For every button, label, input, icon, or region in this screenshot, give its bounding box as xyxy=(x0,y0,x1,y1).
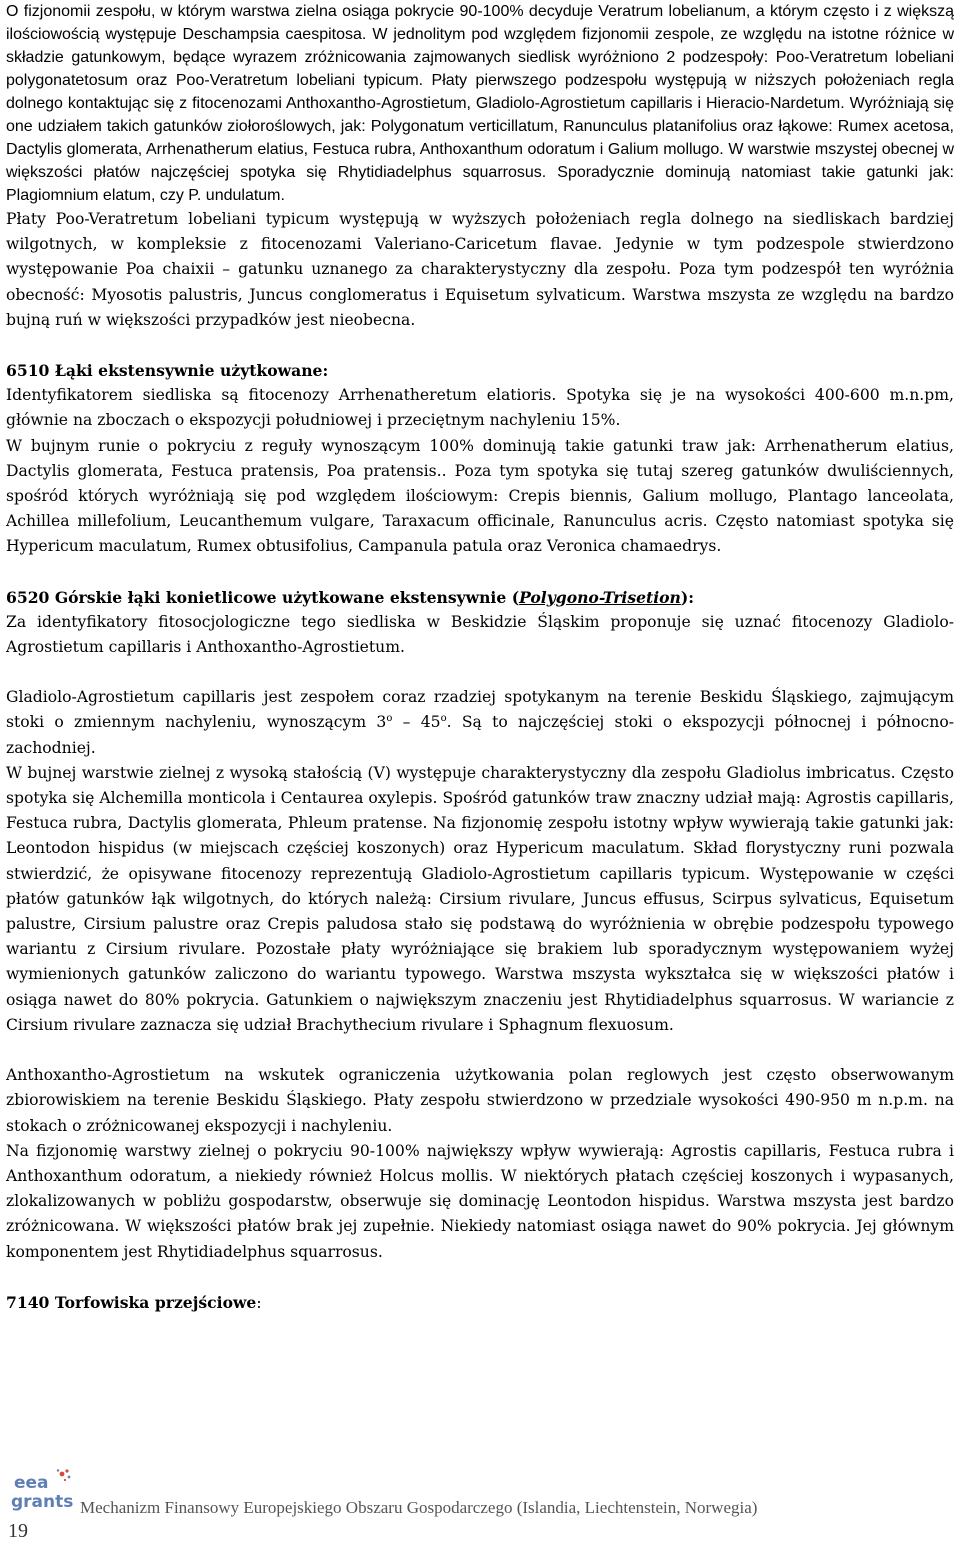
page-footer xyxy=(8,1468,948,1546)
degree-superscript: o xyxy=(440,713,447,725)
logo-text-grants: grants xyxy=(11,1492,74,1512)
paragraph-gladiolo-text-c: . Są to najczęściej stoki o ekspozycji północnej i północno-zachodniej. xyxy=(6,713,954,757)
paragraph-gap xyxy=(6,1038,954,1063)
paragraph-6510-identification: Identyfikatorem siedliska są fitocenozy Arrhenatheretum elatioris. Spotyka się je na wysokości 400-600 m.n.pm, głównie na zboczach o ekspozycji południowej i przeciętnym nachyleniu 15%. xyxy=(6,386,954,430)
heading-6520 xyxy=(6,585,954,610)
paragraph-poo-veratretum-intro: O fizjonomii zespołu, w którym warstwa zielna osiąga pokrycie 90-100% decyduje Veratrum lobelianum, a którym często i z większą ilościowością występuje Deschampsia caespitosa. W jednolitym pod względem fizjonomii zespole, ze względu na istotne różnice w składzie gatunkowym, będące wyrazem zróżnicowania zajmowanych siedlisk wyróżniono 2 podzespoły: Poo-Veratretum lobeliani polygonatetosum oraz Poo-Veratretum lobeliani typicum. Płaty pierwszego podzespołu występują w niższych położeniach regla dolnego kontaktując się z fitocenozami Anthoxantho-Agrostietum, Gladiolo-Agrostietum capillaris i Hieracio-Nardetum. Wyróżniają się one udziałem takich gatunków ziołoroślowych, jak: Polygonatum verticillatum, Ranunculus platanifolius oraz łąkowe: Rumex acetosa, Dactylis glomerata, Arrhenatherum elatius, Festuca rubra, Anthoxanthum odoratum i Galium mollugo. W warstwie mszystej obecnej w większości płatów najczęściej spotyka się Rhytidiadelphus squarrosus. Sporadycznie dominują natomiast takie gatunki jak: Plagiomnium elatum, czy P. undulatum. xyxy=(6,3,954,204)
paragraph-6510-species: W bujnym runie o pokryciu z reguły wynoszącym 100% dominują takie gatunki traw jak: Arrhenatherum elatius, Dactylis glomerata, Festuca pratensis, Poa pratensis.. Poza tym spotyka się tutaj szereg gatunków dwuliściennych, spośród których wyróżniają się pod względem ilościowym: Crepis biennis, Galium mollugo, Plantago lanceolata, Achillea millefolium, Leucanthemum vulgare, Taraxacum officinale, Ranunculus acris. Często natomiast spotyka się Hypericum maculatum, Rumex obtusifolius, Campanula patula oraz Veronica chamaedrys. xyxy=(6,436,954,556)
heading-6520-text: 6520 Górskie łąki konietlicowe użytkowane ekstensywnie ( xyxy=(6,587,520,607)
page-number: 19 xyxy=(8,1520,28,1542)
document-page xyxy=(6,0,954,1316)
paragraph-gap xyxy=(6,660,954,685)
footer-funding-text: Mechanizm Finansowy Europejskiego Obszaru Gospodarczego (Islandia, Liechtenstein, Norwegia) xyxy=(80,1498,758,1517)
heading-7140-colon: : xyxy=(256,1293,262,1312)
paragraph-poo-veratretum-typicum: Płaty Poo-Veratretum lobeliani typicum występują w wyższych położeniach regla dolnego na siedliskach bardziej wilgotnych, w kompleksie z fitocenozami Valeriano-Caricetum flavae. Jedynie w tym podzespole stwierdzono występowanie Poa chaixii – gatunku uznanego za charakterystyczny dla zespołu. Poza tym podzespół ten wyróżnia obecność: Myosotis palustris, Juncus conglomeratus i Equisetum sylvaticum. Warstwa mszysta ze względu na bardzo bujną ruń w większości przypadków jest nieobecna. xyxy=(6,210,954,329)
paragraph-6520-identifiers: Za identyfikatory fitosocjologiczne tego siedliska w Beskidzie Śląskim proponuje się uznać fitocenozy Gladiolo-Agrostietum capillaris i Anthoxantho-Agrostietum. xyxy=(6,612,954,657)
heading-6520-italic: Polygono-Trisetion xyxy=(519,587,681,607)
eea-grants-logo xyxy=(8,1468,78,1514)
paragraph-gap xyxy=(6,1265,954,1290)
paragraph-gladiolo-text-a: Gladiolo-Agrostietum capillaris jest zespołem coraz rzadziej spotykanym na terenie Beskidu Śląskiego, zajmującym stoki o zmiennym nachyleniu, wynoszącym 3 xyxy=(6,688,954,732)
logo-sparkle-icon xyxy=(57,1469,71,1481)
paragraph-gap xyxy=(6,333,954,358)
paragraph-gladiolo-agrostietum xyxy=(6,685,954,761)
paragraph-gap xyxy=(6,560,954,585)
paragraph-anthoxantho-species: Na fizjonomię warstwy zielnej o pokryciu 90-100% największy wpływ wywierają: Agrostis capillaris, Festuca rubra i Anthoxanthum odoratum, a niekiedy również Holcus mollis. W niektórych płatach częściej koszonych i wypasanych, zlokalizowanych w pobliżu gospodarstw, obserwuje się dominację Leontodon hispidus. Warstwa mszysta jest bardzo zróżnicowana. W większości płatów brak jej zupełnie. Niekiedy natomiast osiąga nawet do 90% pokrycia. Jej głównym komponentem jest Rhytidiadelphus squarrosus. xyxy=(6,1141,954,1261)
paragraph-gladiolo-text-b: – 45 xyxy=(392,713,441,732)
heading-7140 xyxy=(6,1290,954,1316)
logo-text-eea: eea xyxy=(14,1473,49,1493)
heading-7140-text: 7140 Torfowiska przejściowe xyxy=(6,1292,257,1312)
paragraph-anthoxantho-agrostietum: Anthoxantho-Agrostietum na wskutek ograniczenia użytkowania polan reglowych jest często obserwowanym zbiorowiskiem na terenie Beskidu Śląskiego. Płaty zespołu stwierdzono w przedziale wysokości 490-950 m n.p.m. na stokach o zróżnicowanej ekspozycji i nachyleniu. xyxy=(6,1066,954,1135)
paragraph-gladiolo-species: W bujnej warstwie zielnej z wysoką stałością (V) występuje charakterystyczny dla zespołu Gladiolus imbricatus. Często spotyka się Alchemilla monticola i Centaurea oxylepis. Spośród gatunków traw znaczny udział mają: Agrostis capillaris, Festuca rubra, Dactylis glomerata, Phleum pratense. Na fizjonomię zespołu istotny wpływ wywierają takie gatunki jak: Leontodon hispidus (w miejscach częściej koszonych) oraz Hypericum maculatum. Skład florystyczny runi pozwala stwierdzić, że opisywane fitocenozy reprezentują Gladiolo-Agrostietum capillaris typicum. Występowanie w części płatów gatunków łąk wilgotnych, do których należą: Cirsium rivulare, Juncus effusus, Scirpus sylvaticus, Equisetum palustre, Cirsium palustre oraz Crepis paludosa stało się podstawą do wyróżnienia w obrębie podzespołu typowego wariantu z Cirsium rivulare. Pozostałe płaty wyróżniające się brakiem lub sporadycznym występowaniem wyżej wymienionych gatunków zaliczono do wariantu typowego. Warstwa mszysta wykształca się w większości płatów i osiąga nawet do 80% pokrycia. Gatunkiem o największym znaczeniu jest Rhytidiadelphus squarrosus. W wariancie z Cirsium rivulare zaznacza się udział Brachythecium rivulare i Sphagnum flexuosum. xyxy=(6,763,954,1034)
heading-6510: 6510 Łąki ekstensywnie użytkowane: xyxy=(6,361,329,381)
heading-6520-end: ): xyxy=(680,587,695,607)
degree-superscript: o xyxy=(386,713,393,725)
